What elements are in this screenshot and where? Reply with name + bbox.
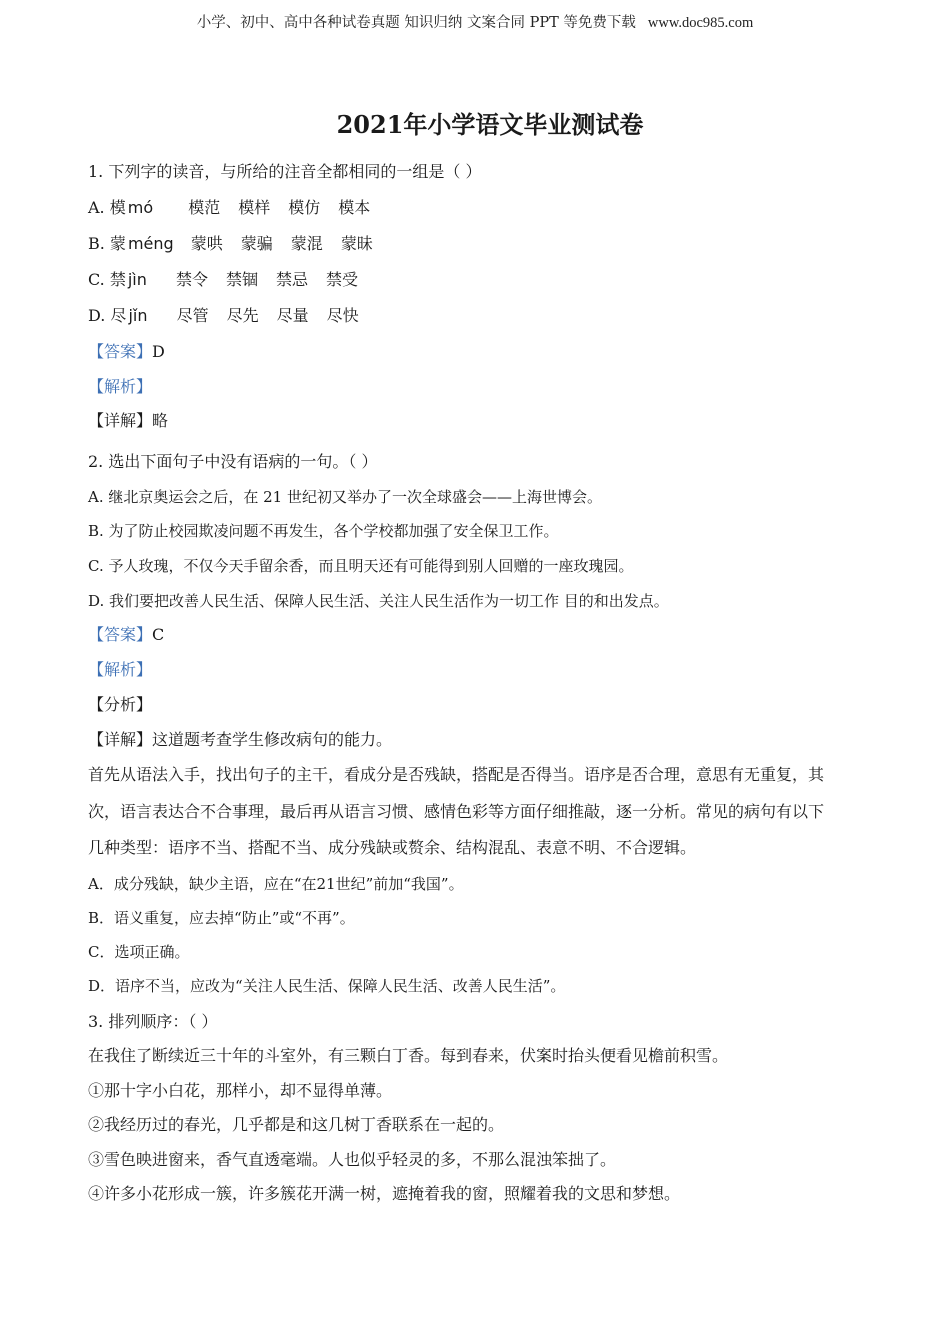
q2-stem: 2. 选出下面句子中没有语病的一句。（ ） bbox=[88, 452, 378, 471]
q2-explanation-a: A．成分残缺，缺少主语，应在“在21世纪”前加“我国”。 bbox=[88, 875, 464, 893]
q2-fenxi: 【分析】 bbox=[88, 695, 153, 714]
q2-option-a: A. 继北京奥运会之后，在 21 世纪初又举办了一次全球盛会——上海世博会。 bbox=[88, 488, 602, 506]
q1-option-c: C. 禁 jìn 禁令 禁锢 禁忌 禁受 bbox=[88, 270, 359, 289]
answer-tag: 【答案】 bbox=[88, 342, 153, 361]
page-header bbox=[0, 11, 950, 32]
q3-intro: 在我住了断续近三十年的斗室外，有三颗白丁香。每到春来，伏案时抬头便看见檐前积雪。 bbox=[88, 1046, 729, 1065]
q1-option-a: A. 模 mó 模范 模样 模仿 模本 bbox=[88, 198, 371, 217]
q2-detail: 【详解】这道题考查学生修改病句的能力。 bbox=[88, 730, 393, 749]
header-text: 小学、初中、高中各种试卷真题 知识归纳 文案合同 PPT 等免费下载 bbox=[196, 15, 636, 31]
page-title: 2021年小学语文毕业测试卷 bbox=[336, 110, 644, 139]
q2-paragraph-line: 次，语言表达合不合事理，最后再从语言习惯、感情色彩等方面仔细推敲，逐一分析。常见的病句有以下 bbox=[88, 802, 825, 821]
q3-item-4: ④许多小花形成一簇，许多簇花开满一树，遮掩着我的窗，照耀着我的文思和梦想。 bbox=[88, 1184, 681, 1203]
q2-paragraph-line: 几种类型：语序不当、搭配不当、成分残缺或赘余、结构混乱、表意不明、不合逻辑。 bbox=[88, 838, 697, 857]
q3-item-1: ①那十字小白花，那样小，却不显得单薄。 bbox=[88, 1081, 393, 1100]
q2-option-b: B. 为了防止校园欺凌问题不再发生，各个学校都加强了安全保卫工作。 bbox=[88, 522, 559, 540]
q2-answer: 【答案】C bbox=[88, 625, 165, 644]
q3-stem: 3. 排列顺序：（ ） bbox=[88, 1012, 218, 1031]
q1-detail: 【详解】略 bbox=[88, 411, 169, 430]
answer-tag: 【答案】 bbox=[88, 625, 153, 644]
q2-option-d: D. 我们要把改善人民生活、保障人民生活、关注人民生活作为一切工作 目的和出发点。 bbox=[88, 592, 669, 610]
q2-explanation-b: B．语义重复，应去掉“防止”或“不再”。 bbox=[88, 909, 355, 927]
q2-explanation-c: C．选项正确。 bbox=[88, 943, 190, 961]
q1-option-b: B. 蒙 méng 蒙哄 蒙骗 蒙混 蒙昧 bbox=[88, 234, 373, 253]
q1-analysis-tag: 【解析】 bbox=[88, 377, 153, 396]
q1-option-d: D. 尽 jǐn 尽管 尽先 尽量 尽快 bbox=[88, 306, 359, 325]
q3-item-2: ②我经历过的春光，几乎都是和这几树丁香联系在一起的。 bbox=[88, 1115, 505, 1134]
q2-paragraph-line: 首先从语法入手，找出句子的主干，看成分是否残缺，搭配是否得当。语序是否合理，意思有无重复，其 bbox=[88, 765, 825, 784]
q2-analysis-tag: 【解析】 bbox=[88, 660, 153, 679]
header-site-link[interactable]: www.doc985.com bbox=[647, 15, 754, 31]
q3-item-3: ③雪色映进窗来，香气直透毫端。人也似乎轻灵的多，不那么混浊笨拙了。 bbox=[88, 1150, 617, 1169]
q1-answer: 【答案】D bbox=[88, 342, 165, 361]
q2-option-c: C. 予人玫瑰，不仅今天手留余香，而且明天还有可能得到别人回赠的一座玫瑰园。 bbox=[88, 557, 634, 575]
q1-stem: 1. 下列字的读音，与所给的注音全都相同的一组是（ ） bbox=[88, 162, 482, 181]
q2-explanation-d: D．语序不当，应改为“关注人民生活、保障人民生活、改善人民生活”。 bbox=[88, 977, 566, 995]
